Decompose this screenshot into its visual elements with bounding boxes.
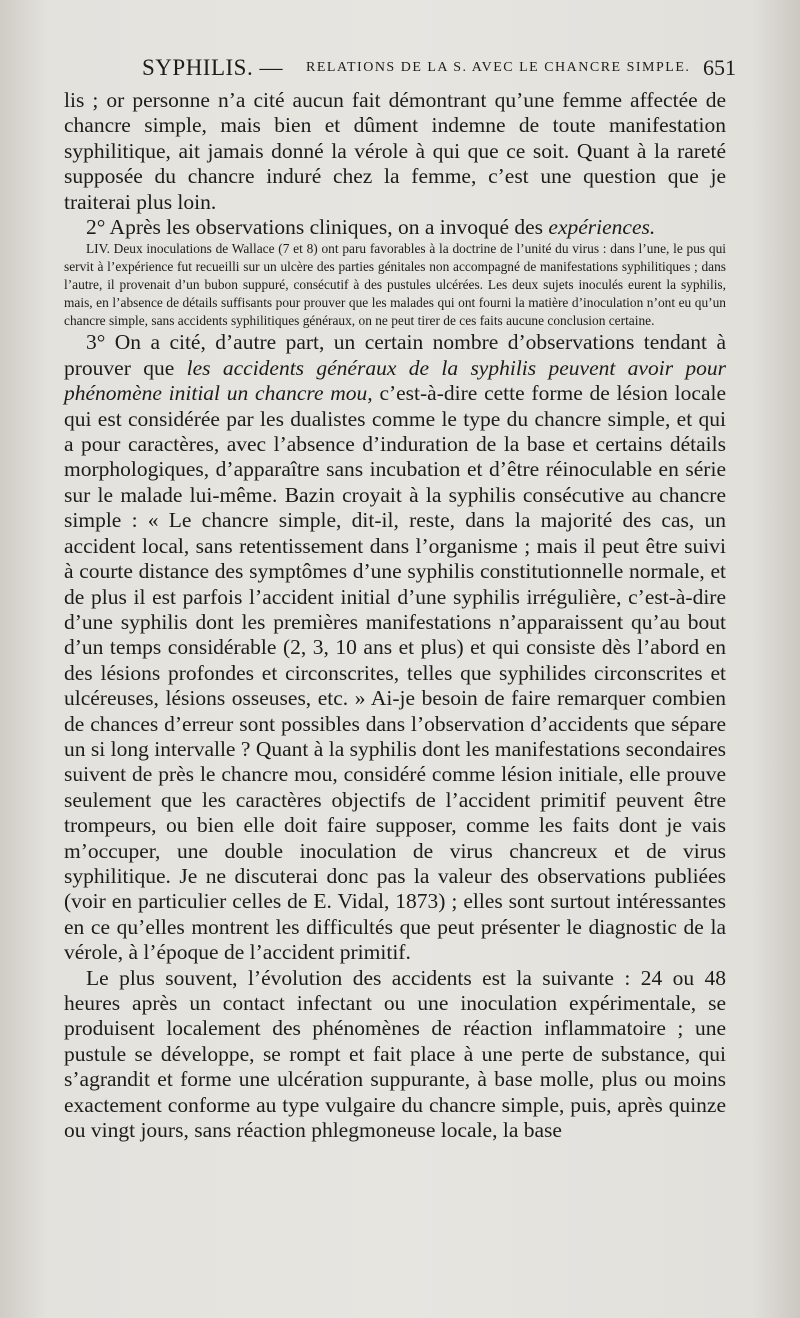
running-header	[60, 55, 740, 85]
paragraph-3-lead: 3° On a cité, d’autre part, un certain nombre d’observations tendant à prouver que	[64, 330, 726, 380]
paragraph-3-italic: les accidents généraux de la syphilis peuvent avoir pour phénomène initial un chancre mou,	[64, 355, 727, 406]
page-number: 651	[703, 55, 736, 80]
header-title: SYPHILIS. —	[142, 55, 283, 80]
paragraph-3	[64, 330, 726, 965]
paragraph-1: lis ; or personne n’a cité aucun fait démontrant qu’une femme affectée de chancre simple, mais bien et dûment indemne de toute manifestation syphilitique, ait jamais donné la vérole à qui que ce soit. Quant à la rareté supposée du chancre induré chez la femme, c’est une question que je traiterai plus loin.	[64, 88, 726, 214]
paragraph-2-lead: 2° Après les observations cliniques, on a invoqué des	[86, 215, 544, 240]
footnote-liv: LIV. Deux inoculations de Wallace (7 et 8) ont paru favorables à la doctrine de l’unité du virus : dans l’une, le pus qui servit à l’expérience fut recueilli sur un ulcère des parties génitales non accompagné de manifestations syphilitiques ; dans l’autre, il provenait d’un bubon suppuré, consécutif à des pustules ulcérées. Les deux sujets inoculés eurent la syphilis, mais, en l’absence de détails suffisants pour prouver que les malades qui ont fourni la matière d’inoculation n’ont eu qu’un chancre simple, sans accidents syphilitiques généraux, on ne peut tirer de ces faits aucune conclusion certaine.	[64, 241, 726, 329]
paragraph-4: Le plus souvent, l’évolution des accidents est la suivante : 24 ou 48 heures après un contact infectant ou une inoculation expérimentale, se produisent localement des phénomènes de réaction inflammatoire ; une pustule se développe, se rompt et fait place à une perte de substance, qui s’agrandit et forme une ulcération suppurante, à base molle, plus ou moins exactement conforme au type vulgaire du chancre simple, puis, après quinze ou vingt jours, sans réaction phlegmoneuse locale, la base	[64, 965, 726, 1143]
page-body	[64, 88, 726, 1143]
paragraph-2-italic: expériences.	[548, 215, 656, 240]
paragraph-3-rest: c’est-à-dire cette forme de lésion locale qui est considérée par les dualistes comme le type du chancre simple, et qui a pour caractères, avec l’absence d’induration de la base et certains détails morphologiques, d’apparaître sans incubation et d’être réinoculable en série sur le malade lui-même. Bazin croyait à la syphilis consécutive au chancre simple : « Le chancre simple, dit-il, reste, dans la majorité des cas, un accident local, sans retentissement dans l’organisme ; mais il peut être suivi à courte distance des symptômes d’une syphilis constitutionnelle normale, et de plus il est parfois l’accident initial d’une syphilis irrégulière, c’est-à-dire d’une syphilis dont les premières manifestations n’apparaissent qu’au bout d’un temps considérable (2, 3, 10 ans et plus) et qui consiste dès l’abord en des lésions profondes et circonscrites, telles que syphilides circonscrites et ulcéreuses, lésions osseuses, etc. » Ai-je besoin de faire remarquer combien de chances d’erreur sont possibles dans l’observation d’accidents que sépare un si long intervalle ? Quant à la syphilis dont les manifestations secondaires suivent de près le chancre mou, considéré comme lésion initiale, elle prouve seulement que les caractères objectifs de l’accident primitif peuvent être trompeurs, ou bien elle doit faire supposer, comme les faits dont je vais m’occuper, une double inoculation de virus chancreux et de virus syphilitique. Je ne discuterai donc pas la valeur des observations publiées (voir en particulier celles de E. Vidal, 1873) ; elles sont surtout intéressantes en ce qu’elles montrent les difficultés que peut présenter le diagnostic de la vérole, à l’époque de l’accident primitif.	[64, 381, 727, 965]
paragraph-2	[64, 215, 726, 240]
header-subtitle: RELATIONS DE LA S. AVEC LE CHANCRE SIMPLE.	[306, 60, 691, 75]
